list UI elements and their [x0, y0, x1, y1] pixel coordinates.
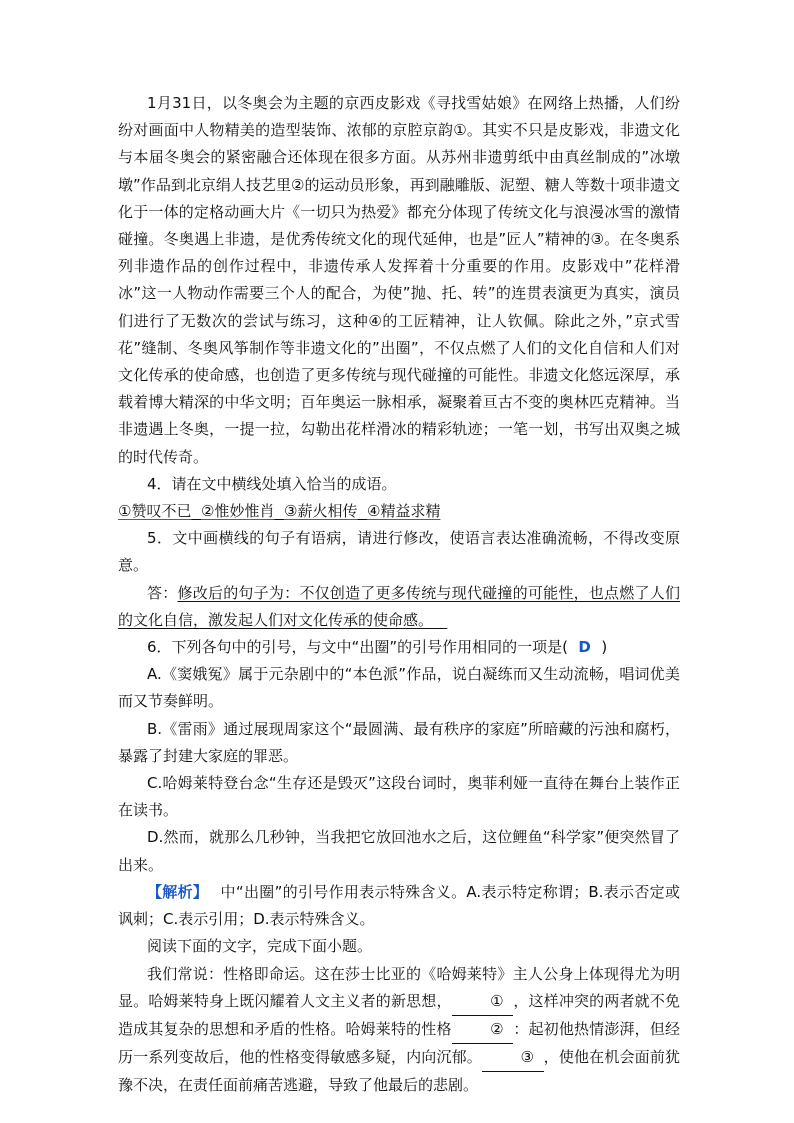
question-6-prefix: 6．下列各句中的引号，与文中“出圈”的引号作用相同的一项是(	[147, 638, 568, 657]
analysis	[118, 879, 680, 933]
analysis-label: 【解析】	[147, 882, 209, 901]
option-b: B.《雷雨》通过展现周家这个“最圆满、最有秩序的家庭”所暗藏的污浊和腐朽，暴露了封建大家庭的罪恶。	[118, 719, 680, 765]
answer-idiom-1: ①赞叹不已	[118, 502, 192, 521]
answer-idiom-2: ②惟妙惟肖	[201, 502, 275, 521]
question-6	[118, 634, 680, 661]
document-content	[118, 90, 680, 1100]
option-c: C.哈姆莱特登台念“生存还是毁灭”这段台词时，奥菲利娅一直待在舞台上装作正在读书。	[118, 774, 680, 820]
answer-text: 修改后的句子为：不仅创造了更多传统与现代碰撞的可能性，也点燃了人们的文化自信，激发起人们对文化传承的使命感。	[118, 583, 680, 629]
blank-2: ②	[452, 1016, 514, 1044]
passage-2: 我们常说：性格即命运。这在莎士比亚的《哈姆莱特》主人公身上体现得尤为明显。哈姆莱特身上既闪耀着人文主义者的新思想， ① ，这样冲突的两者就不免造成其复杂的思想和矛盾的性格。哈姆莱特的性格 ② ：起初他热情澎湃，但经历一系列变故后，他的性格变得敏感多疑，内向沉郁。 ③ ，使他在机会面前犹豫不决，在责任面前痛苦逃避，导致了他最后的悲剧。	[118, 964, 680, 1095]
option-a: A.《窦娥冤》属于元杂剧中的“本色派”作品，说白凝练而又生动流畅，唱词优美而又节奏鲜明。	[118, 665, 680, 711]
question-4-answers	[118, 498, 680, 525]
passage-2-intro: 阅读下面的文字，完成下面小题。	[147, 937, 373, 956]
question-4: 4．请在文中横线处填入恰当的成语。	[147, 474, 397, 493]
question-5-answer	[118, 580, 680, 634]
option-d: D.然而，就那么几秒钟，当我把它放回池水之后，这位鲤鱼“科学家”便突然冒了出来。	[118, 828, 680, 874]
answer-idiom-3: ③薪火相传	[284, 502, 358, 521]
passage-1: 1月31日，以冬奥会为主题的京西皮影戏《寻找雪姑娘》在网络上热播，人们纷纷对画面中人物精美的造型装饰、浓郁的京腔京韵①。其实不只是皮影戏，非遗文化与本届冬奥会的紧密融合还体现在很多方面。从苏州非遗剪纸中由真丝制成的”冰墩墩”作品到北京绢人技艺里②的运动员形象，再到融雕版、泥塑、糖人等数十项非遗文化于一体的定格动画大片《一切只为热爱》都充分体现了传统文化与浪漫冰雪的激情碰撞。冬奥遇上非遗，是优秀传统文化的现代延伸，也是”匠人”精神的③。在冬奥系列非遗作品的创作过程中，非遗传承人发挥着十分重要的作用。皮影戏中”花样滑冰”这一人物动作需要三个人的配合，为使”抛、托、转”的连贯表演更为真实，演员们进行了无数次的尝试与练习，这种④的工匠精神，让人钦佩。除此之外，”京式雪花”缝制、冬奥风筝制作等非遗文化的”出圈”，不仅点燃了人们的文化自信和人们对文化传承的使命感，也创造了更多传统与现代碰撞的可能性。非遗文化悠远深厚，承载着博大精深的中华文明；百年奥运一脉相承，凝聚着亘古不变的奥林匹克精神。当非遗遇上冬奥，一提一拉，勾勒出花样滑冰的精彩轨迹；一笔一划，书写出双奥之城的时代传奇。	[118, 94, 680, 466]
answer-label: 答：	[147, 583, 178, 602]
answer-idiom-4: ④精益求精	[367, 502, 441, 521]
question-5: 5．文中画横线的句子有语病，请进行修改，使语言表达准确流畅，不得改变原意。	[118, 529, 680, 575]
blank-3: ③	[482, 1044, 544, 1072]
blank-1: ①	[452, 988, 514, 1016]
question-6-answer: D	[578, 638, 591, 657]
analysis-text: 中“出圈”的引号作用表示特殊含义。A.表示特定称谓；B.表示否定或讽刺；C.表示引用；D.表示特殊含义。	[118, 882, 680, 929]
question-6-suffix: )	[601, 638, 608, 657]
